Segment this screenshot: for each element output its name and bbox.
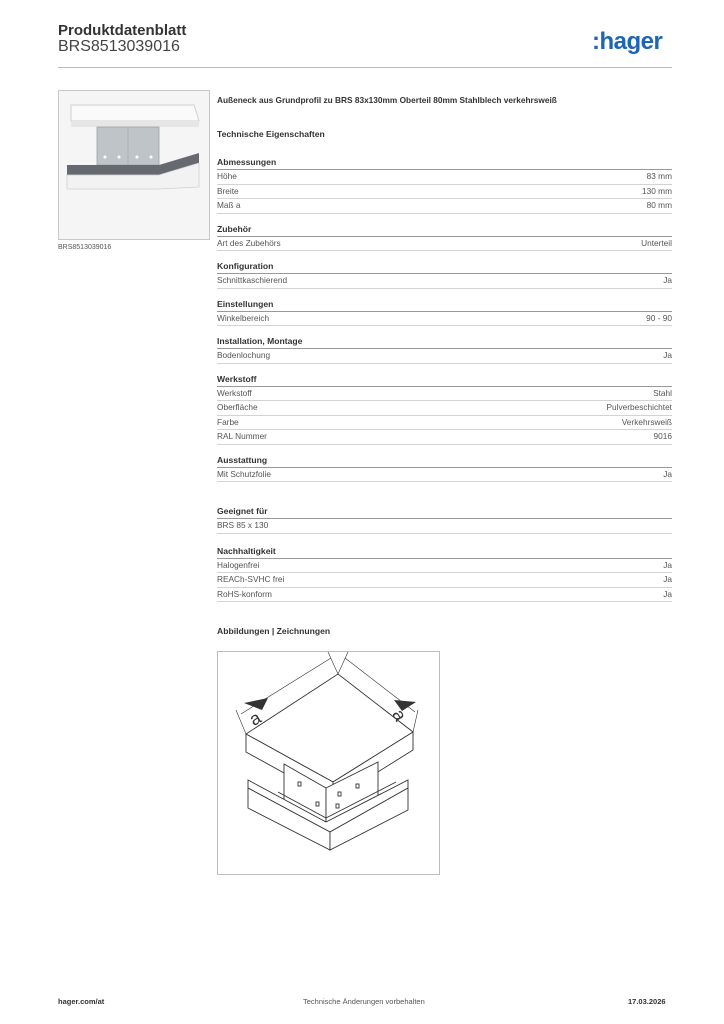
spec-row — [217, 170, 672, 185]
hager-logo — [592, 28, 662, 56]
spec-label: Mit Schutzfolie — [217, 468, 271, 479]
section-equipment — [217, 455, 672, 483]
section-title: Installation, Montage — [217, 336, 672, 349]
spec-value: 9016 — [653, 431, 672, 441]
section-suitable-for — [217, 506, 672, 534]
section-title: Nachhaltigkeit — [217, 546, 672, 559]
dimension-a-left: a — [245, 707, 265, 730]
footer-date: 17.03.2026 — [628, 997, 666, 1006]
spec-value: Ja — [663, 275, 672, 285]
spec-row — [217, 573, 672, 588]
spec-row — [217, 430, 672, 445]
spec-value: Stahl — [653, 387, 672, 398]
dimension-a-right: a — [388, 705, 411, 725]
header-divider — [58, 67, 672, 68]
spec-value: Ja — [663, 468, 672, 479]
section-title: Abmessungen — [217, 157, 672, 170]
product-specs — [217, 95, 672, 636]
spec-row — [217, 349, 672, 364]
spec-value: 130 mm — [642, 185, 672, 196]
logo-dots-icon: : — [592, 28, 600, 55]
spec-label: Schnittkaschierend — [217, 275, 288, 285]
spec-value: Ja — [663, 559, 672, 570]
spec-row — [217, 274, 672, 289]
spec-label: Höhe — [217, 171, 237, 181]
section-title: Zubehör — [217, 224, 672, 237]
spec-label: Winkelbereich — [217, 312, 270, 323]
spec-row — [217, 588, 672, 603]
spec-row — [217, 185, 672, 200]
spec-label: Art des Zubehörs — [217, 237, 281, 248]
spec-row — [217, 237, 672, 252]
spec-value: Ja — [663, 350, 672, 360]
spec-label: RAL Nummer — [217, 431, 267, 441]
section-material — [217, 374, 672, 445]
product-photo-icon — [59, 91, 209, 239]
corner-drawing-icon — [218, 652, 439, 874]
section-sustainability — [217, 546, 672, 603]
section-settings — [217, 299, 672, 327]
spec-label: BRS 85 x 130 — [217, 520, 269, 530]
page-title: Produktdatenblatt — [58, 22, 187, 39]
spec-value: 83 mm — [646, 171, 672, 181]
images-title: Abbildungen | Zeichnungen — [217, 626, 331, 636]
technical-drawing — [217, 651, 440, 875]
footer-website[interactable]: hager.com/at — [58, 997, 105, 1006]
spec-row — [217, 199, 672, 214]
section-title: Konfiguration — [217, 261, 672, 274]
section-title: Werkstoff — [217, 374, 672, 387]
section-title: Geeignet für — [217, 506, 672, 519]
section-dimensions — [217, 157, 672, 214]
section-installation — [217, 336, 672, 364]
spec-label: Maß a — [217, 200, 241, 210]
spec-value: Ja — [663, 588, 672, 599]
footer-notice: Technische Änderungen vorbehalten — [303, 997, 425, 1006]
spec-value: Ja — [663, 574, 672, 584]
section-title: Einstellungen — [217, 299, 672, 312]
spec-value: 90 - 90 — [646, 312, 672, 323]
spec-label: Farbe — [217, 416, 239, 427]
article-number: BRS8513039016 — [58, 38, 180, 55]
spec-row — [217, 387, 672, 402]
spec-row — [217, 312, 672, 327]
section-title: Ausstattung — [217, 455, 672, 468]
spec-label: Oberfläche — [217, 402, 258, 412]
spec-label: Bodenlochung — [217, 350, 271, 360]
spec-value: Pulverbeschichtet — [606, 402, 672, 412]
spec-row — [217, 401, 672, 416]
spec-label: Werkstoff — [217, 387, 252, 398]
spec-row — [217, 519, 672, 534]
spec-label: Halogenfrei — [217, 559, 260, 570]
spec-value: Unterteil — [641, 237, 672, 248]
spec-value: Verkehrsweiß — [621, 416, 672, 427]
spec-row — [217, 559, 672, 574]
section-configuration — [217, 261, 672, 289]
technical-properties-title: Technische Eigenschaften — [217, 129, 325, 139]
product-thumbnail — [58, 90, 210, 240]
spec-label: REACh-SVHC frei — [217, 574, 285, 584]
section-accessory — [217, 224, 672, 252]
logo-text: hager — [599, 28, 663, 55]
spec-row — [217, 468, 672, 483]
spec-row — [217, 416, 672, 431]
product-description: Außeneck aus Grundprofil zu BRS 83x130mm Oberteil 80mm Stahlblech verkehrsweiß — [217, 95, 557, 105]
thumbnail-caption: BRS8513039016 — [58, 244, 112, 251]
spec-label: Breite — [217, 185, 239, 196]
spec-value: 80 mm — [646, 200, 672, 210]
spec-label: RoHS-konform — [217, 588, 272, 599]
